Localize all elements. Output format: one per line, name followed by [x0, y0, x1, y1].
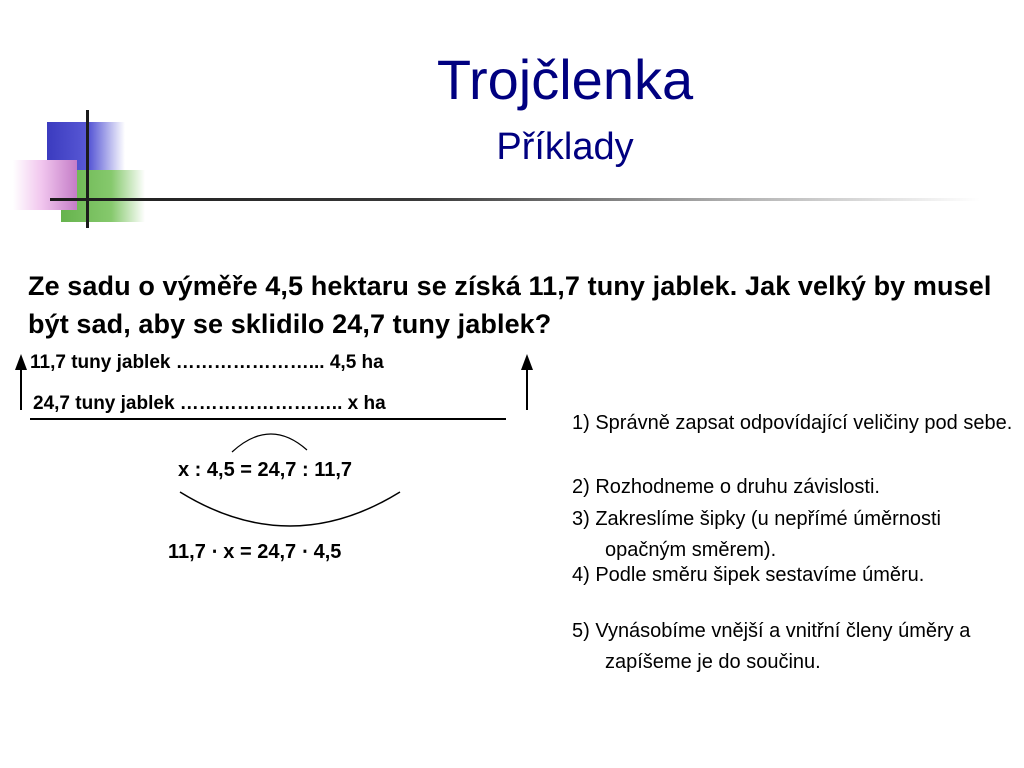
- quantity-row-1: 11,7 tuny jablek …………………... 4,5 ha: [30, 352, 384, 373]
- list-item: 1) Správně zapsat odpovídající veličiny pod sebe.: [572, 412, 1013, 434]
- inner-terms-arc: [232, 434, 307, 452]
- list-item: 3) Zakreslíme šipky (u nepřímé úměrnosti opačným směrem).: [572, 508, 942, 561]
- list-item: 4) Podle směru šipek sestavíme úměru.: [572, 564, 925, 586]
- up-arrow: [15, 354, 27, 410]
- up-arrow: [521, 354, 533, 410]
- list-item: 2) Rozhodneme o druhu závislosti.: [572, 476, 880, 498]
- outer-terms-arc: [180, 492, 400, 526]
- problem-statement: Ze sadu o výměře 4,5 hektaru se získá 11,7 tuny jablek. Jak velký by musel být sad, aby se sklidilo 24,7 tuny jablek?: [28, 271, 992, 339]
- slide-subtitle: Příklady: [496, 126, 634, 168]
- quantity-row-2: 24,7 tuny jablek …………………….. x ha: [33, 393, 386, 414]
- list-item: 5) Vynásobíme vnější a vnitřní členy úměry a zapíšeme je do součinu.: [572, 620, 971, 673]
- slide-title: Trojčlenka: [436, 48, 694, 111]
- product-equation: 11,7 ⋅ x = 24,7 ⋅ 4,5: [168, 541, 342, 563]
- proportion-equation: x : 4,5 = 24,7 : 11,7: [178, 459, 353, 481]
